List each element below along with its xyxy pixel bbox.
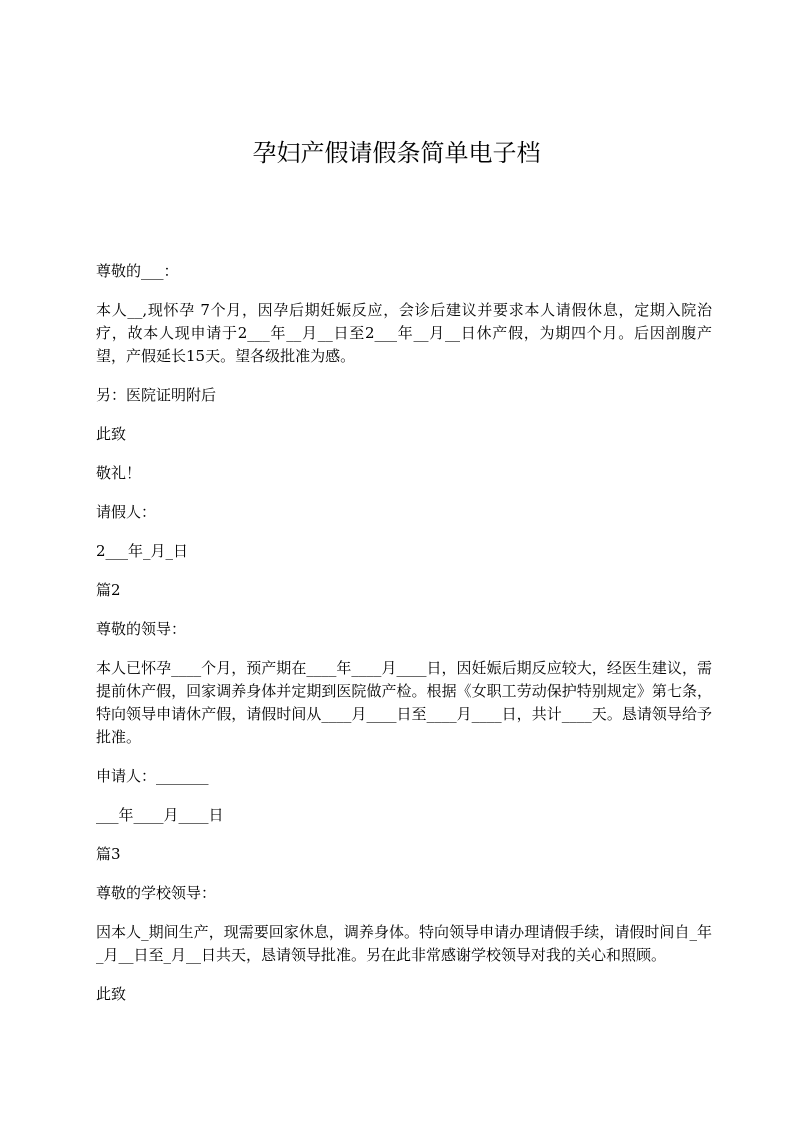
body-paragraph: 本人已怀孕____个月，预产期在____年____月____日，因妊娠后期反应较大，经医生建议，需提前休产假，回家调养身体并定期到医院做产检。根据《女职工劳动保护特别规定》第七条，特向领导申请休产假，请假时间从____月____日至____月____日，共计____天。恳请领导给予批准。 bbox=[96, 659, 712, 746]
date-line: 2___年_月_日 bbox=[96, 542, 189, 560]
closing-salute: 敬礼！ bbox=[96, 464, 142, 482]
closing-line: 此致 bbox=[96, 985, 127, 1003]
attachment-note: 另：医院证明附后 bbox=[96, 386, 217, 404]
closing-line: 此致 bbox=[96, 425, 127, 443]
date-line: ___年____月____日 bbox=[96, 806, 224, 824]
salutation-paragraph: 尊敬的学校领导： bbox=[96, 884, 217, 902]
salutation-paragraph: 尊敬的领导： bbox=[96, 620, 187, 638]
signature-line: 申请人：_______ bbox=[96, 767, 209, 785]
body-paragraph: 本人__,现怀孕 7个月，因孕后期妊娠反应，会诊后建议并要求本人请假休息，定期入院治疗，故本人现申请于2___年__月__日至2___年__月__日休产假，为期四个月。后因剖腹产望，产假延长15天。望各级批准为感。 bbox=[96, 301, 712, 365]
document-title: 孕妇产假请假条简单电子档 bbox=[252, 139, 541, 167]
section-heading: 篇2 bbox=[96, 581, 121, 599]
section-heading: 篇3 bbox=[96, 845, 121, 863]
signature-line: 请假人： bbox=[96, 503, 157, 521]
salutation-paragraph: 尊敬的___： bbox=[96, 262, 179, 280]
body-paragraph: 因本人_期间生产，现需要回家休息，调养身体。特向领导申请办理请假手续，请假时间自_年_月__日至_月__日共天，恳请领导批准。另在此非常感谢学校领导对我的关心和照顾。 bbox=[96, 923, 712, 964]
document-body bbox=[96, 260, 712, 1022]
